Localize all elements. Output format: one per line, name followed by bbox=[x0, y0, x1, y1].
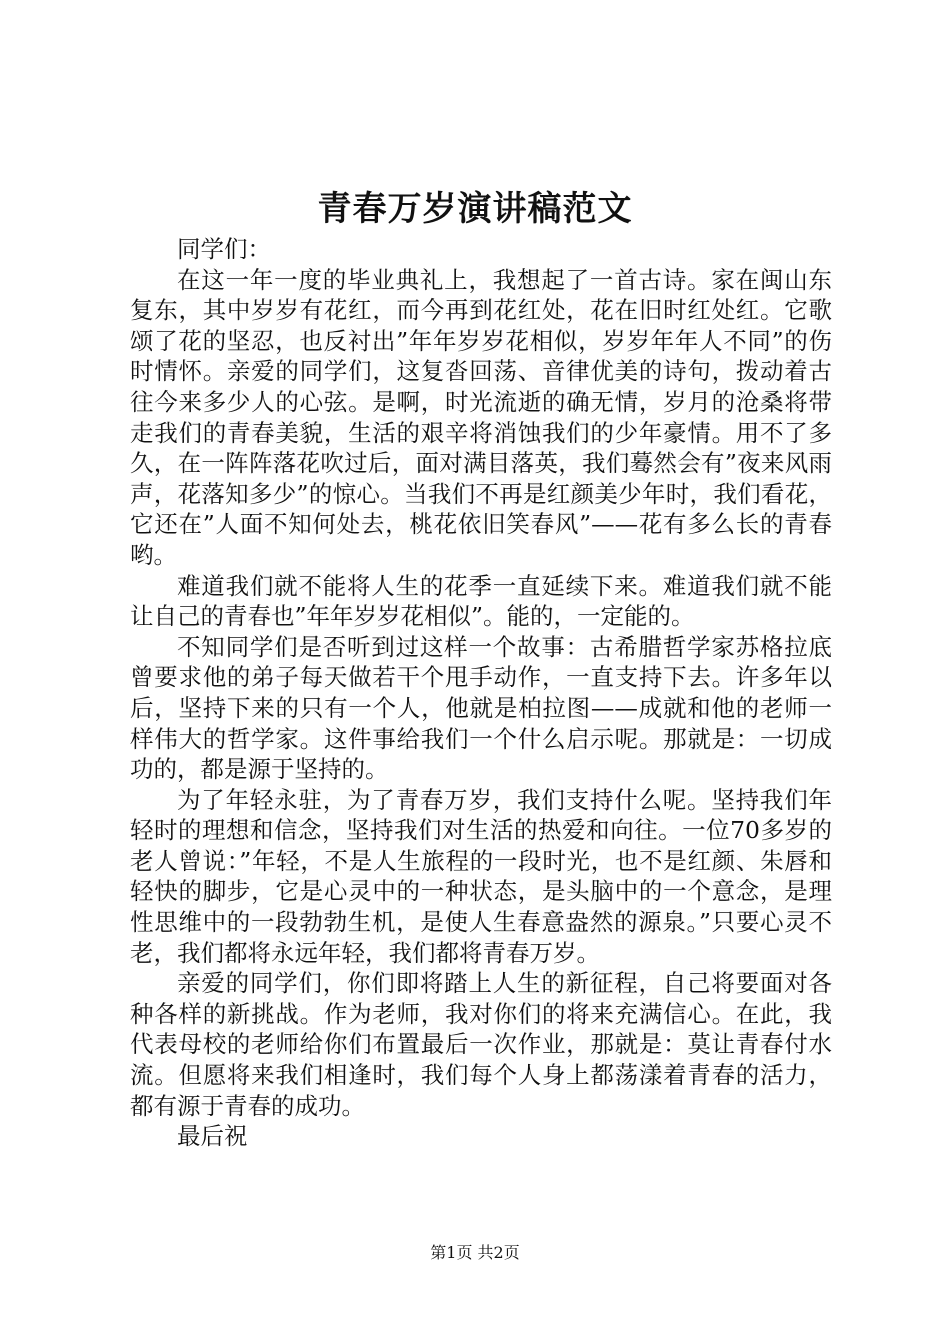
body-paragraph-3: 不知同学们是否听到过这样一个故事：古希腊哲学家苏格拉底曾要求他的弟子每天做若干个甩手动作，一直支持下去。许多年以后，坚持下来的只有一个人，他就是柏拉图——成就和他的老师一样伟大的哲学家。这件事给我们一个什么启示呢。那就是：一切成功的，都是源于坚持的。 bbox=[130, 632, 832, 784]
document-body bbox=[130, 234, 832, 1152]
document-title: 青春万岁演讲稿范文 bbox=[317, 189, 633, 229]
body-paragraph-2: 难道我们就不能将人生的花季一直延续下来。难道我们就不能让自己的青春也”年年岁岁花相似”。能的，一定能的。 bbox=[130, 571, 832, 631]
page-footer: 第1页 共2页 bbox=[430, 1243, 520, 1262]
body-paragraph-5: 亲爱的同学们，你们即将踏上人生的新征程，自己将要面对各种各样的新挑战。作为老师，我对你们的将来充满信心。在此，我代表母校的老师给你们布置最后一次作业，那就是：莫让青春付水流。但愿将来我们相逢时，我们每个人身上都荡漾着青春的活力，都有源于青春的成功。 bbox=[130, 969, 832, 1120]
closing-paragraph: 最后祝 bbox=[177, 1122, 248, 1151]
salutation-paragraph: 同学们： bbox=[177, 235, 271, 263]
body-paragraph-4: 为了年轻永驻，为了青春万岁，我们支持什么呢。坚持我们年轻时的理想和信念，坚持我们对生活的热爱和向往。一位70多岁的老人曾说：”年轻，不是人生旅程的一段时光，也不是红颜、朱唇和轻快的脚步，它是心灵中的一种状态，是头脑中的一个意念，是理性思维中的一段勃勃生机，是使人生春意盎然的源泉。”只要心灵不老，我们都将永远年轻，我们都将青春万岁。 bbox=[130, 785, 832, 967]
body-paragraph-1: 在这一年一度的毕业典礼上，我想起了一首古诗。家在闽山东复东，其中岁岁有花红，而今再到花红处，花在旧时红处红。它歌颂了花的坚忍，也反衬出”年年岁岁花相似，岁岁年年人不同”的伤时情怀。亲爱的同学们，这复沓回荡、音律优美的诗句，拨动着古往今来多少人的心弦。是啊，时光流逝的确无情，岁月的沧桑将带走我们的青春美貌，生活的艰辛将消蚀我们的少年豪情。用不了多久，在一阵阵落花吹过后，面对满目落英，我们蓦然会有”夜来风雨声，花落知多少”的惊心。当我们不再是红颜美少年时，我们看花，它还在”人面不知何处去，桃花依旧笑春风”——花有多么长的青春哟。 bbox=[130, 265, 832, 569]
